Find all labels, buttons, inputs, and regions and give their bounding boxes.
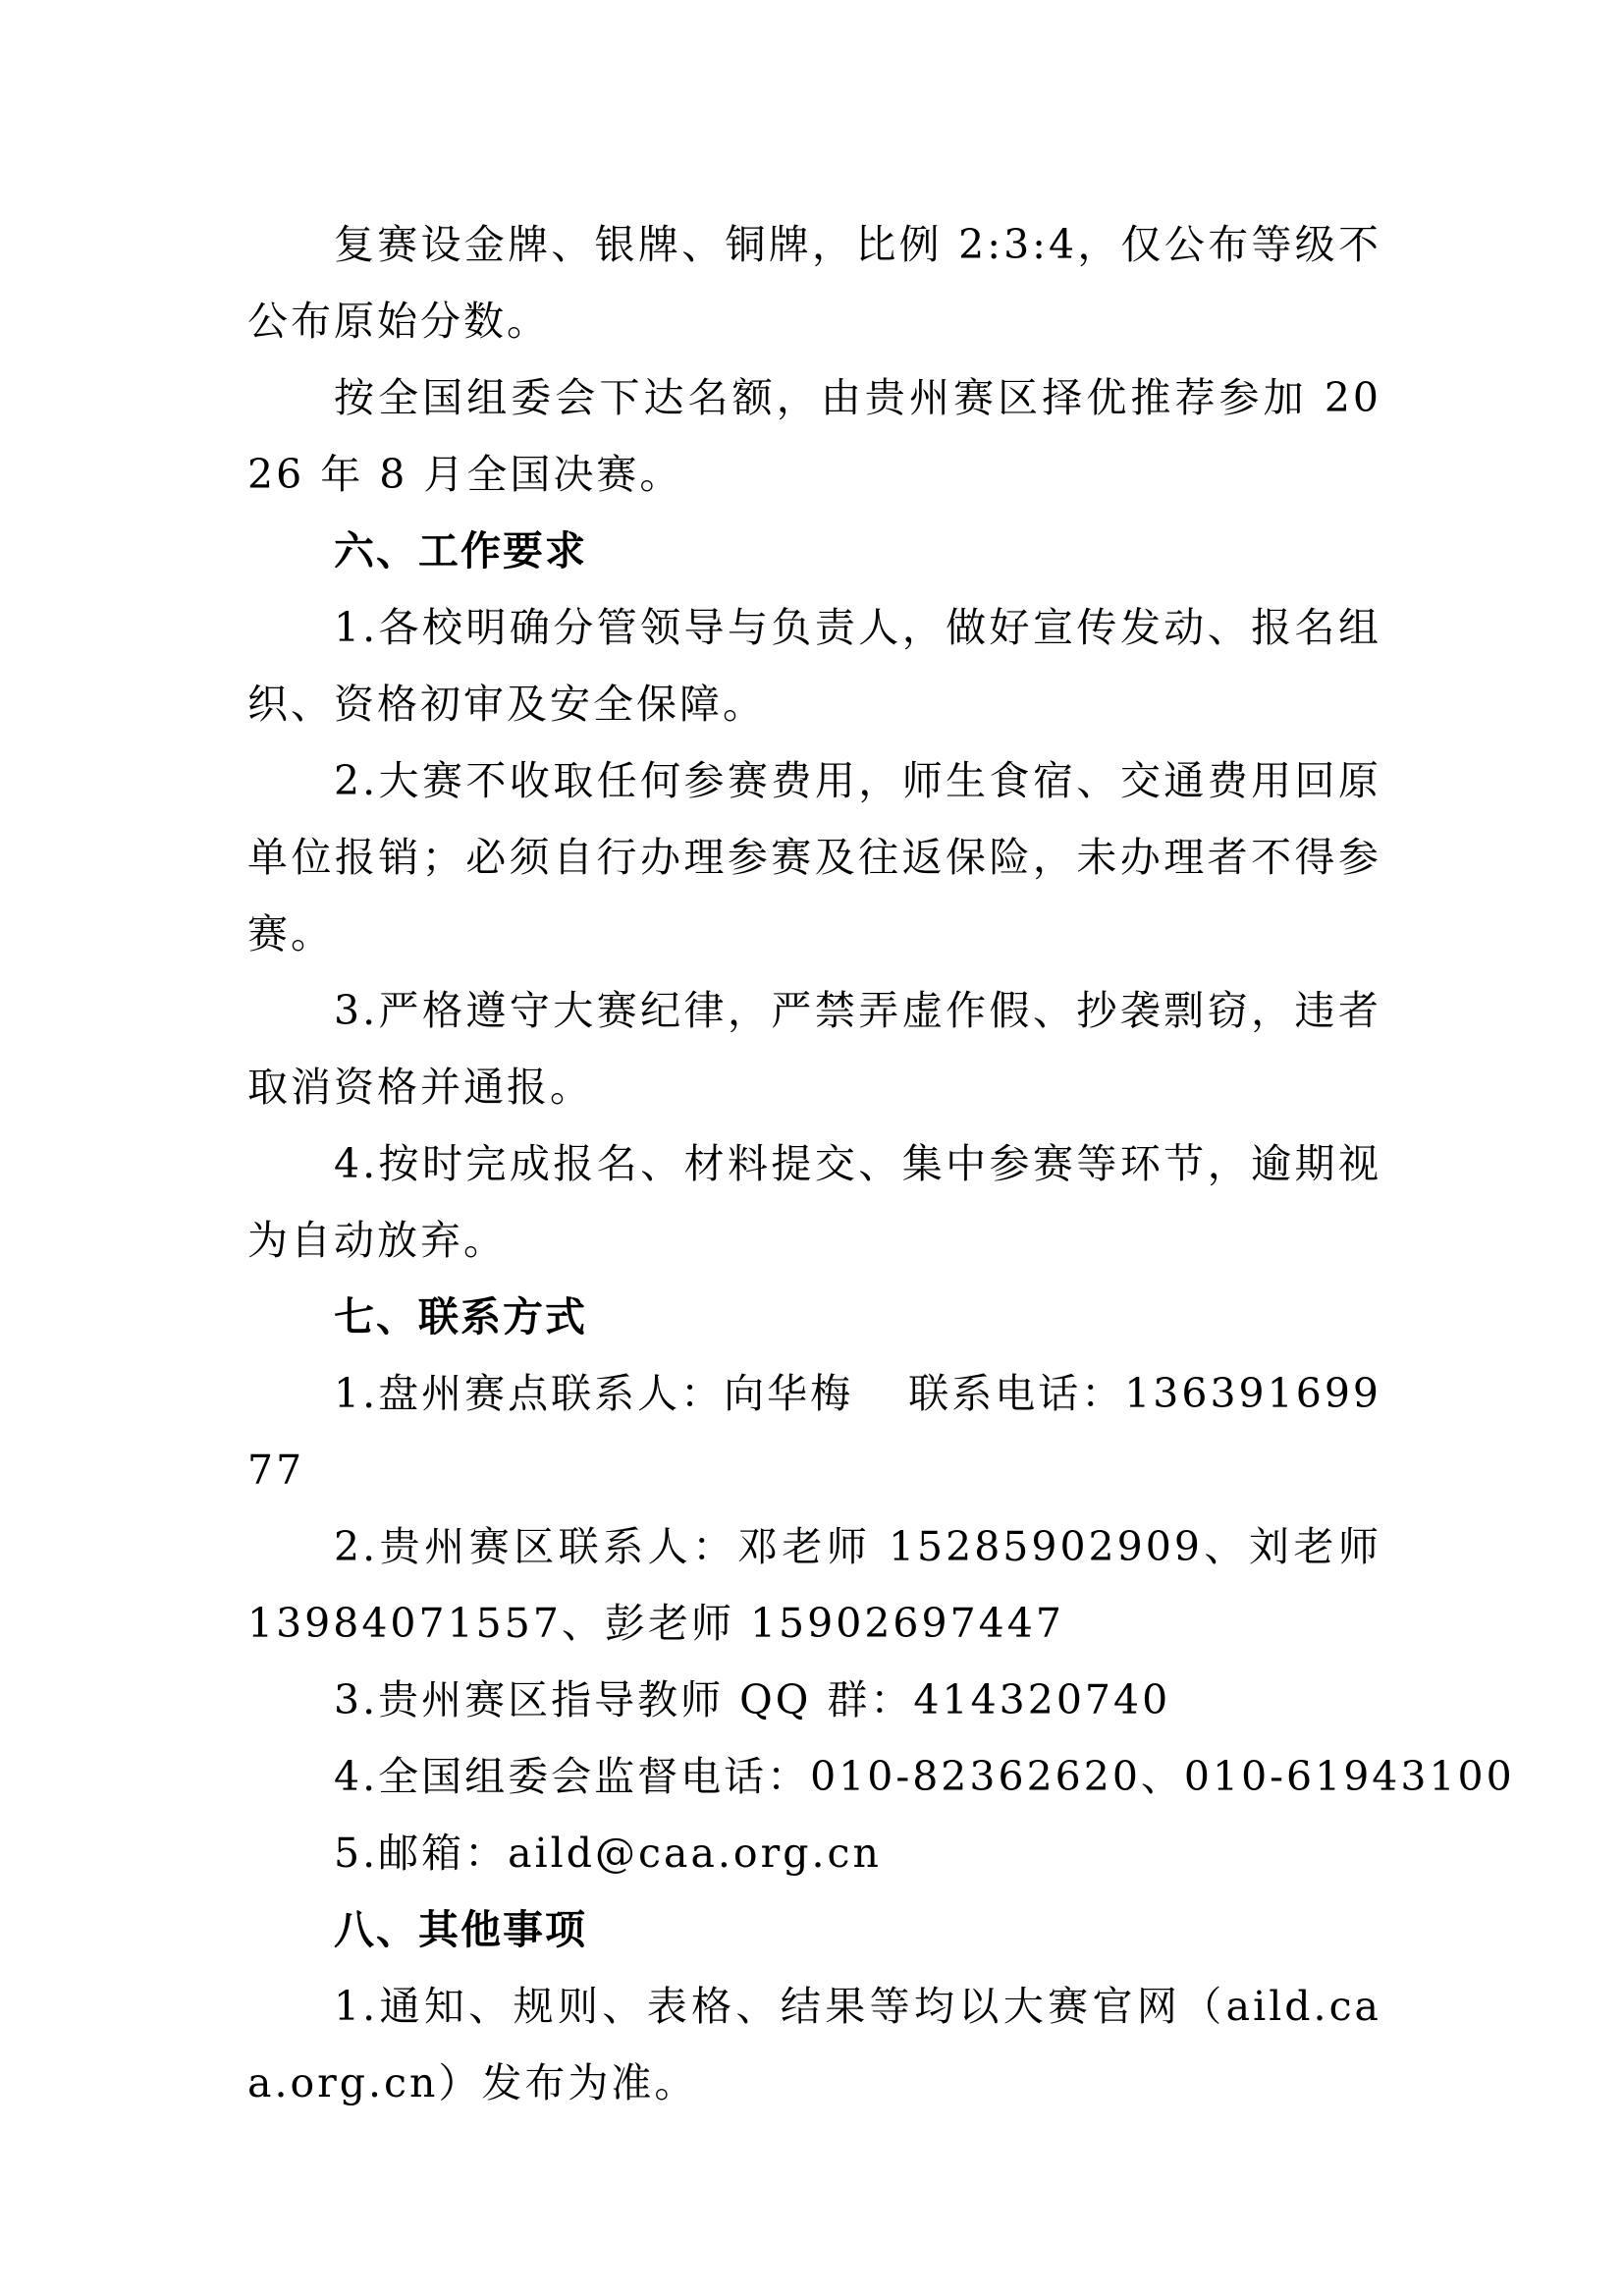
document-body <box>247 206 1515 2121</box>
contact-item-1 <box>247 1355 1381 1508</box>
requirement-item-3: 3.严格遵守大赛纪律，严禁弄虚作假、抄袭剽窃，违者取消资格并通报。 <box>247 987 1381 1111</box>
contact-item-2: 2.贵州赛区联系人：邓老师 15285902909、刘老师 13984071557、彭老师 15902697447 <box>247 1523 1381 1647</box>
contact-item-3: 3.贵州赛区指导教师 QQ 群：414320740 <box>334 1676 1171 1723</box>
contact-1-phone: 联系电话：13639169977 <box>247 1370 1381 1494</box>
requirement-item-1: 1.各校明确分管领导与负责人，做好宣传发动、报名组织、资格初审及安全保障。 <box>247 604 1381 728</box>
other-item-1: 1.通知、规则、表格、结果等均以大赛官网（aild.caa.org.cn）发布为准。 <box>247 1983 1381 2106</box>
contact-item-5-email: 5.邮箱：aild@caa.org.cn <box>334 1830 882 1877</box>
paragraph-medals: 复赛设金牌、银牌、铜牌，比例 2:3:4，仅公布等级不公布原始分数。 <box>247 221 1381 345</box>
section-heading-contact: 七、联系方式 <box>334 1293 587 1340</box>
paragraph-recommend: 按全国组委会下达名额，由贵州赛区择优推荐参加 2026 年 8 月全国决赛。 <box>247 374 1381 498</box>
contact-1-name: 1.盘州赛点联系人：向华梅 <box>334 1370 854 1417</box>
requirement-item-2: 2.大赛不收取任何参赛费用，师生食宿、交通费用回原单位报销；必须自行办理参赛及往返保险，未办理者不得参赛。 <box>247 757 1381 957</box>
section-heading-work-requirements: 六、工作要求 <box>334 527 587 574</box>
contact-item-4: 4.全国组委会监督电话：010-82362620、010-61943100 <box>334 1753 1515 1800</box>
section-heading-other: 八、其他事项 <box>334 1906 587 1953</box>
requirement-item-4: 4.按时完成报名、材料提交、集中参赛等环节，逾期视为自动放弃。 <box>247 1140 1381 1264</box>
